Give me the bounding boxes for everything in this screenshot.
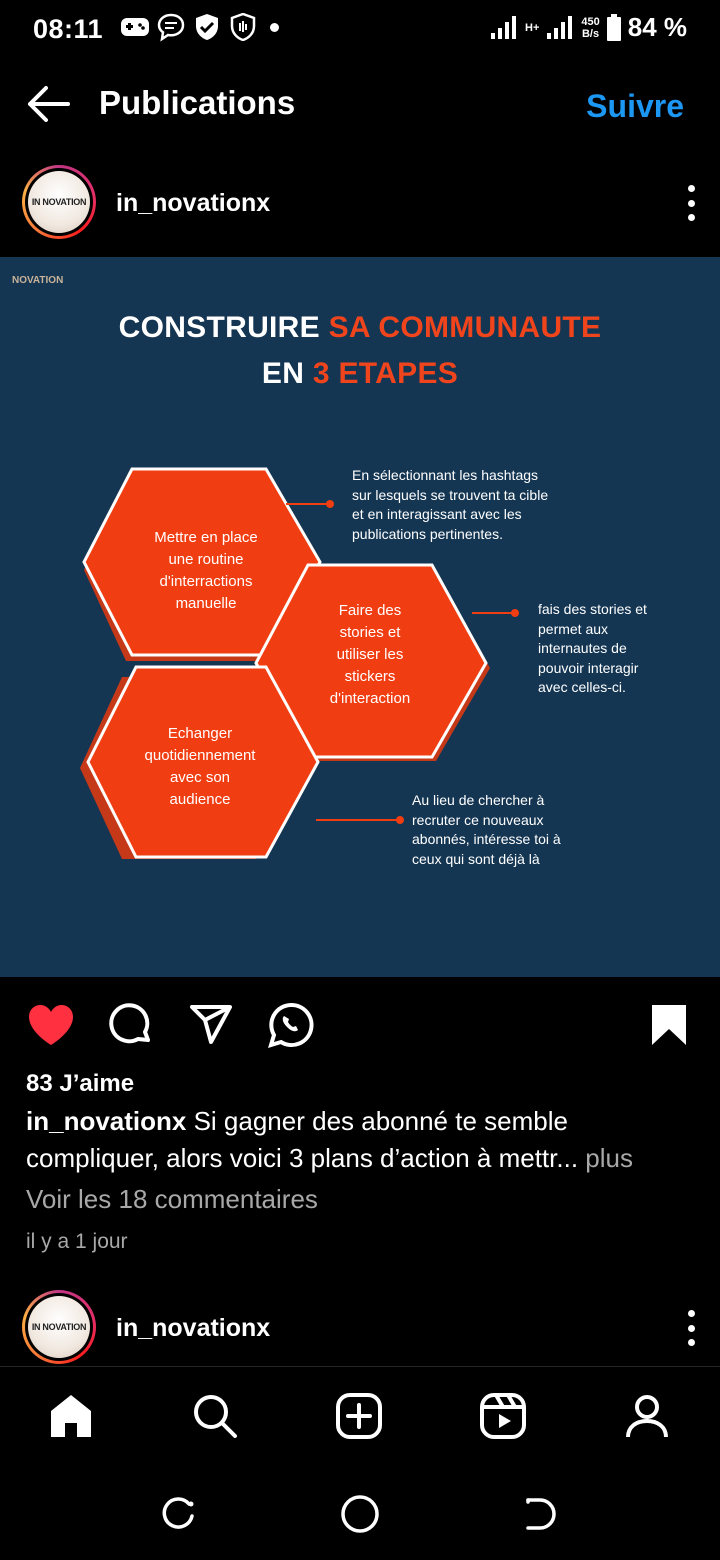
comment-button[interactable] (106, 1000, 156, 1050)
battery-icon (606, 14, 622, 42)
post-timestamp: il y a 1 jour (26, 1230, 128, 1253)
note-2: fais des stories et permet aux internautes de pouvoir interagir avec celles-ci. (538, 601, 647, 695)
top-bar (0, 70, 720, 140)
likes-count[interactable]: 83 J’aime (26, 1070, 135, 1097)
whatsapp-share-button[interactable] (266, 1000, 316, 1050)
bookmark-filled-icon (650, 1003, 688, 1047)
image-title: CONSTRUIRE SA COMMUNAUTE EN 3 ETAPES (118, 311, 602, 390)
search-icon (191, 1392, 239, 1440)
caption-username[interactable]: in_novationx (26, 1106, 187, 1136)
arrow-left-icon (24, 82, 72, 126)
circle-icon (340, 1494, 380, 1534)
note-1: En sélectionnant les hashtags sur lesquels se trouvent ta cible et en interagissant avec les publications pertinentes. (352, 467, 549, 542)
avatar[interactable] (22, 1290, 96, 1364)
status-time: 08:11 (33, 14, 104, 44)
image-logo: NOVATION (12, 275, 64, 286)
post-caption[interactable] (26, 1103, 706, 1177)
status-notification-icons (120, 12, 279, 42)
nav-profile[interactable] (622, 1391, 672, 1441)
dot-icon (270, 23, 279, 32)
nav-home[interactable] (46, 1391, 96, 1441)
create-icon (335, 1392, 383, 1440)
page-title: Publications (99, 84, 296, 121)
post-image[interactable] (0, 257, 720, 977)
profile-icon (623, 1392, 671, 1440)
network-type: H+ (525, 21, 540, 34)
nav-reels[interactable] (478, 1391, 528, 1441)
more-options-button[interactable] (684, 185, 698, 221)
comment-icon (108, 1002, 154, 1048)
recent-apps-icon (162, 1496, 198, 1532)
status-bar (0, 0, 720, 60)
nav-create[interactable] (334, 1391, 384, 1441)
send-icon (188, 1002, 234, 1048)
home-button[interactable] (340, 1494, 380, 1534)
post-header (0, 165, 720, 245)
back-system-button[interactable] (520, 1494, 560, 1534)
recent-apps-button[interactable] (160, 1494, 200, 1534)
hexagon-1-text: Mettre en place une routine d'interractions manuelle (154, 529, 258, 612)
battery-level: 84 % (627, 12, 687, 42)
caption-more-link[interactable]: plus (578, 1143, 633, 1173)
shield-icon (228, 12, 258, 42)
bottom-navigation (0, 1366, 720, 1464)
avatar-logo: IN NOVATION (28, 1296, 90, 1358)
whatsapp-icon (267, 1001, 315, 1049)
status-system-icons (489, 12, 687, 43)
avatar[interactable] (22, 165, 96, 239)
caption-text: Si gagner des abonné te semble compliquer, alors voici 3 plans d’action à mettr... (26, 1106, 579, 1173)
back-button[interactable] (24, 82, 72, 126)
heart-filled-icon (27, 1003, 75, 1047)
post-username[interactable]: in_novationx (116, 189, 271, 217)
nav-search[interactable] (190, 1391, 240, 1441)
system-navigation (0, 1464, 720, 1560)
next-post-header (0, 1290, 720, 1370)
post-actions (0, 1000, 720, 1050)
chat-icon (156, 12, 186, 42)
note-3: Au lieu de chercher à recruter ce nouveaux abonnés, intéresse toi à ceux qui sont déjà là (412, 792, 561, 867)
next-post-username[interactable]: in_novationx (116, 1314, 271, 1342)
reels-icon (479, 1392, 527, 1440)
gamepad-icon (120, 12, 150, 42)
more-options-button[interactable] (684, 1310, 698, 1346)
share-button[interactable] (186, 1000, 236, 1050)
shield-check-icon (192, 12, 222, 42)
save-button[interactable] (644, 1000, 694, 1050)
view-comments-link[interactable]: Voir les 18 commentaires (26, 1184, 318, 1214)
home-icon (47, 1393, 95, 1439)
signal-icon (545, 15, 575, 41)
like-button[interactable] (26, 1000, 76, 1050)
follow-button[interactable]: Suivre (586, 88, 684, 124)
avatar-logo: IN NOVATION (28, 171, 90, 233)
hexagon-3-text: Echanger quotidiennement avec son audience (144, 725, 256, 808)
signal-icon (489, 15, 519, 41)
network-speed: 450 B/s (581, 15, 600, 40)
hexagon-2-text: Faire des stories et utiliser les stickers d'interaction (329, 602, 411, 707)
back-gesture-icon (522, 1496, 558, 1532)
